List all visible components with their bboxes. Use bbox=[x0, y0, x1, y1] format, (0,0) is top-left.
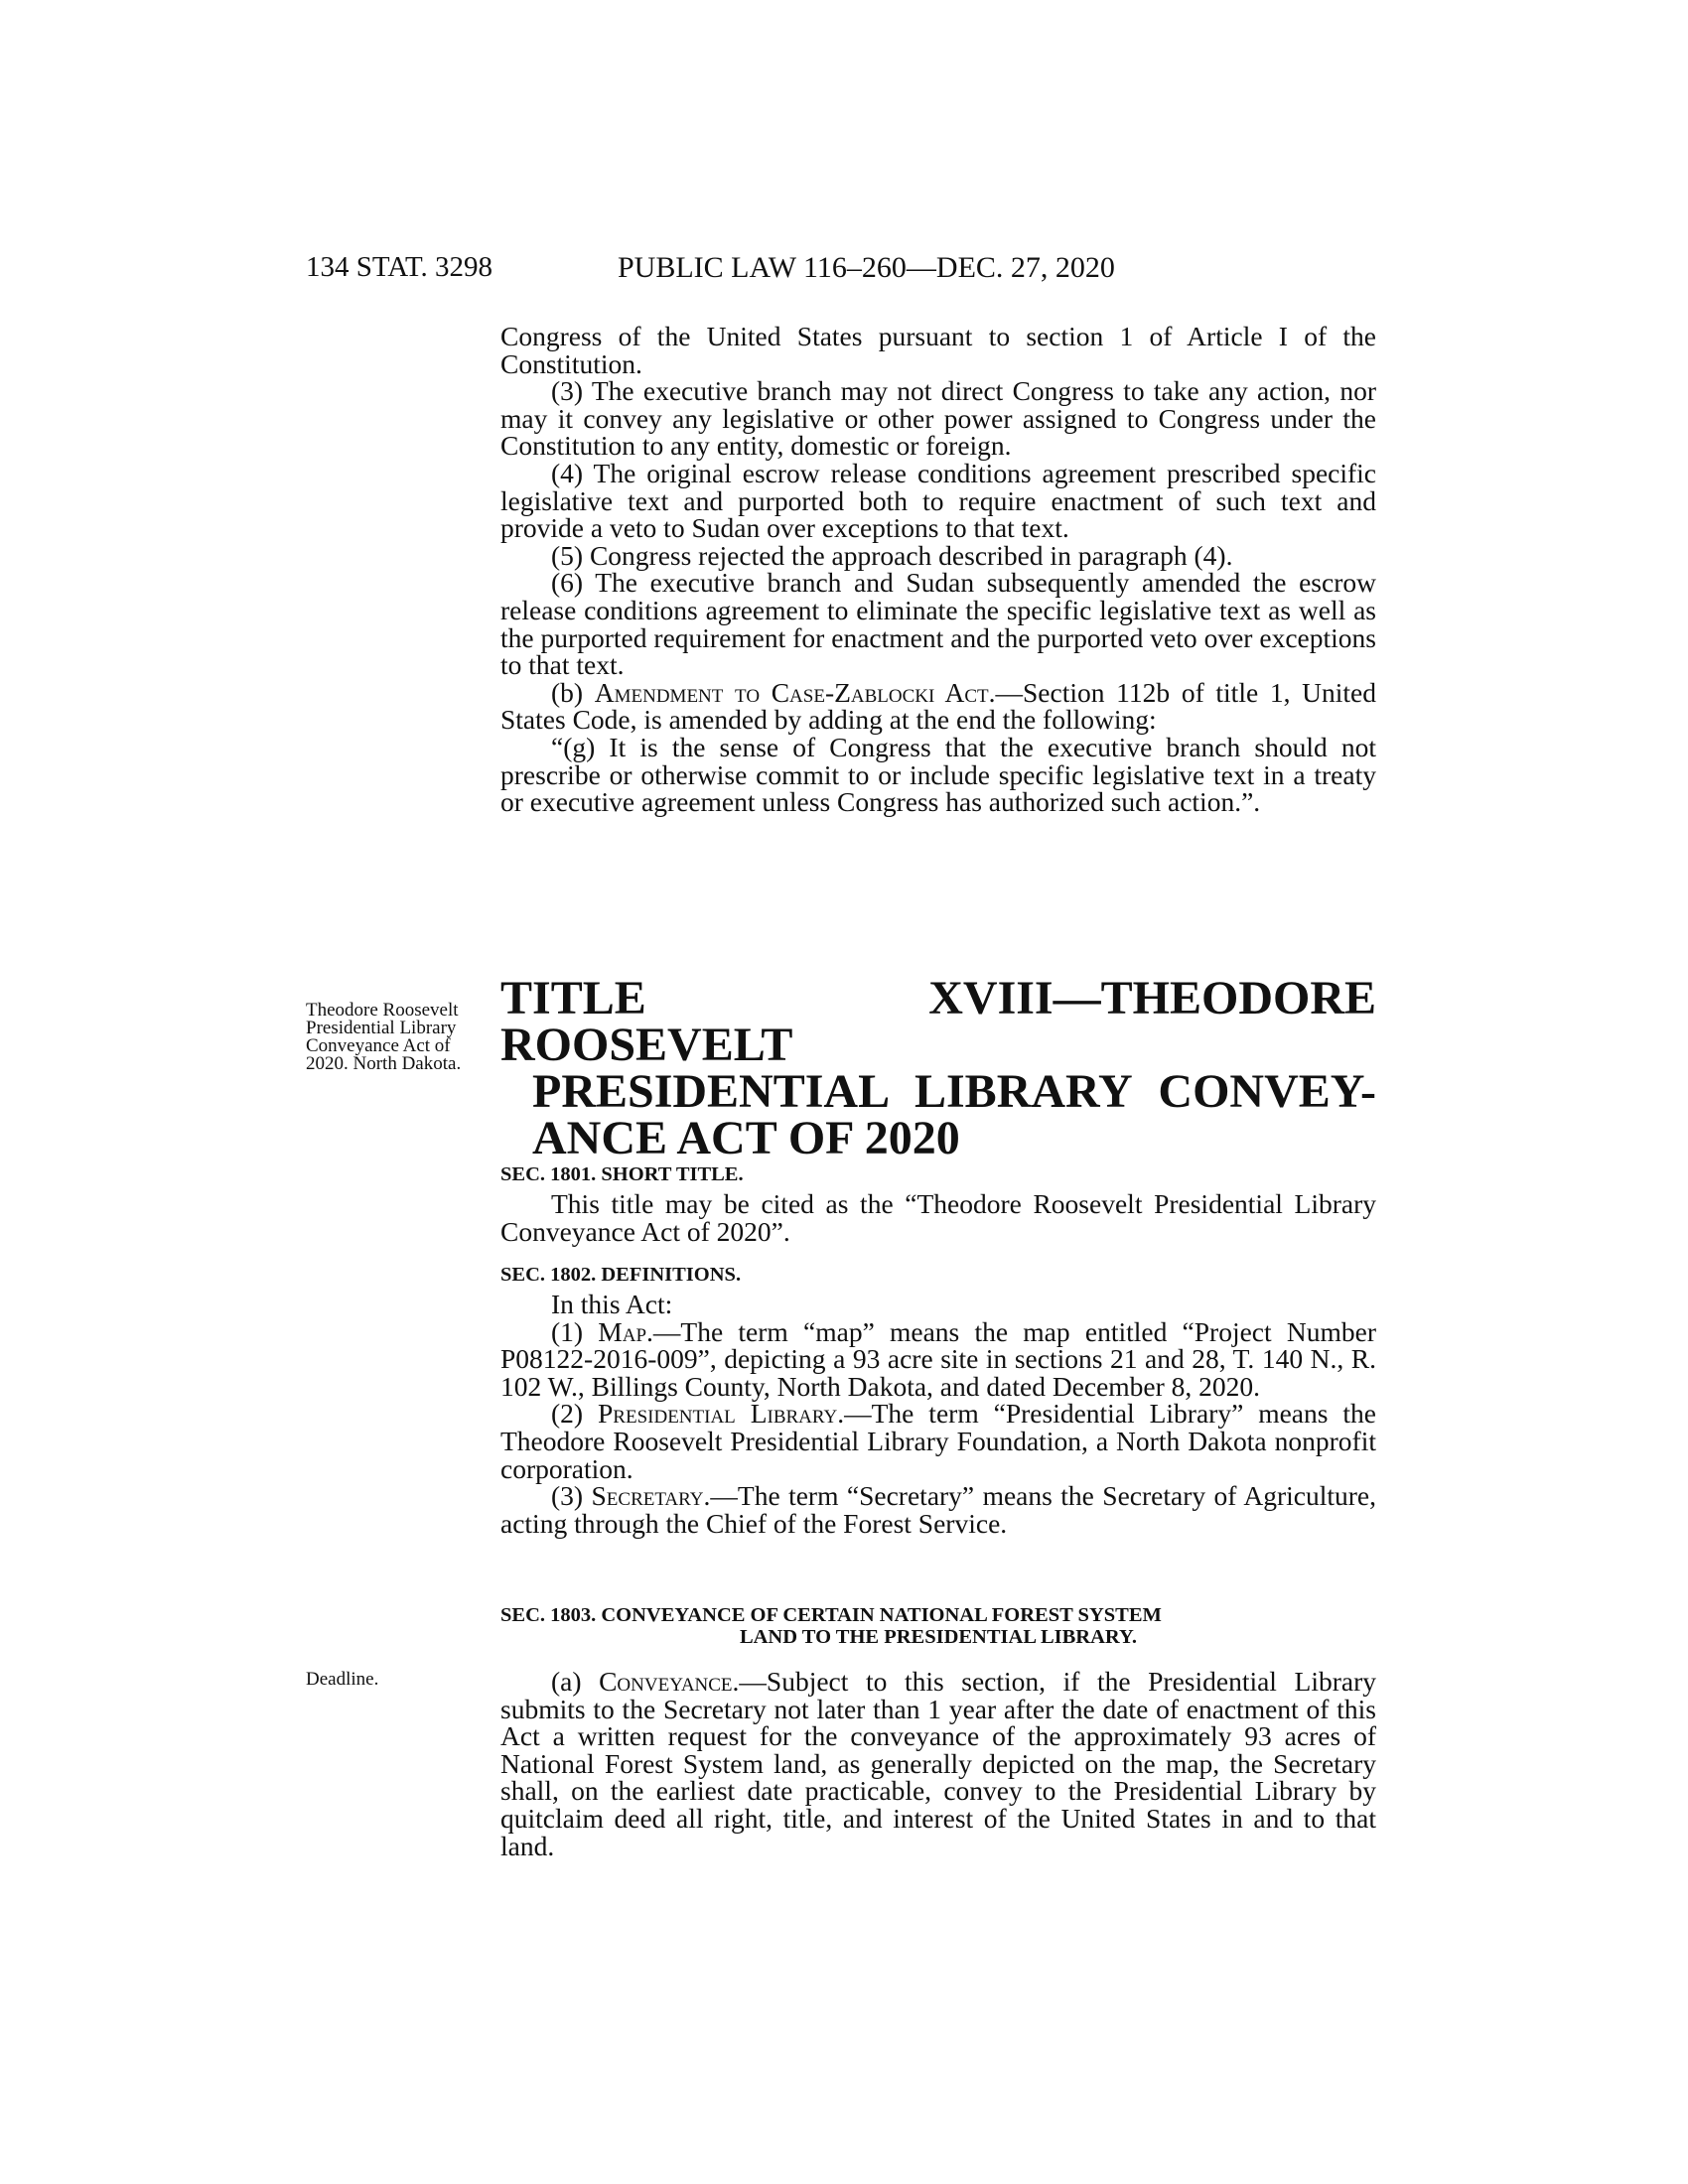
margin-note-deadline: Deadline. bbox=[306, 1669, 379, 1690]
title-heading bbox=[500, 972, 1376, 1164]
running-header: PUBLIC LAW 116–260—DEC. 27, 2020 bbox=[618, 251, 1115, 284]
subsection-g-quote: “(g) It is the sense of Congress that the executive branch should not prescribe or otherwise commit to or include specific legislative text in a treaty or executive agreement unless Congress has authorized such action.”. bbox=[500, 731, 1376, 818]
subsection-b bbox=[500, 676, 1376, 736]
title-line-3: ANCE ACT OF 2020 bbox=[532, 1112, 960, 1164]
paragraph-continued: Congress of the United States pursuant to section 1 of Article I of the Constitution. bbox=[500, 321, 1376, 379]
section-1803-body bbox=[500, 1668, 1376, 1859]
definition-map-term: Map bbox=[598, 1315, 647, 1347]
definition-secretary-term: Secretary bbox=[591, 1480, 704, 1512]
definition-presidential-library bbox=[500, 1400, 1376, 1482]
section-1803-heading-line-1: SEC. 1803. CONVEYANCE OF CERTAIN NATIONAL FOREST SYSTEM bbox=[500, 1604, 1162, 1626]
paragraph-5: (5) Congress rejected the approach described in paragraph (4). bbox=[551, 539, 1233, 571]
definition-secretary-prefix: (3) bbox=[551, 1480, 592, 1512]
subsection-a-term: Conveyance bbox=[599, 1666, 733, 1697]
paragraph-6: (6) The executive branch and Sudan subsequently amended the escrow release conditions agreement to eliminate the specific legislative text as well as the purported requirement for enactment and the purported veto over exceptions to that text. bbox=[500, 567, 1376, 681]
margin-note-act-name: Theodore Roosevelt Presidential Library Conveyance Act of 2020. North Dakota. bbox=[306, 1000, 462, 1074]
definition-library-text: .—The term “Presidential Library” means the Theodore Roosevelt Presidential Library Foundation, a North Dakota nonprofit corporation. bbox=[500, 1398, 1376, 1484]
definitions-intro: In this Act: bbox=[551, 1289, 673, 1319]
title-line-2: PRESIDENTIAL LIBRARY CONVEY- bbox=[532, 1065, 1376, 1118]
section-1801-heading: SEC. 1801. SHORT TITLE. bbox=[500, 1163, 744, 1185]
definition-secretary-text: .—The term “Secretary” means the Secretary of Agriculture, acting through the Chief of the Forest Service. bbox=[500, 1480, 1376, 1539]
section-1802-body bbox=[500, 1291, 1376, 1537]
section-1803-heading bbox=[500, 1604, 1376, 1648]
definition-library-prefix: (2) bbox=[551, 1398, 598, 1430]
sudan-provisions-block bbox=[500, 323, 1376, 816]
definition-map-text: .—The term “map” means the map entitled “Project Number P08122-2016-009”, depicting a 93 acre site in sections 21 and 28, T. 140 N., R. 102 W., Billings County, North Dakota, and dated December 8, 2020. bbox=[500, 1315, 1376, 1402]
section-1802-heading: SEC. 1802. DEFINITIONS. bbox=[500, 1264, 742, 1286]
subsection-a-text: .—Subject to this section, if the Presidential Library submits to the Secretary not later than 1 year after the date of enactment of this Act a written request for the conveyance of the approximately 93 acres of National Forest System land, as generally depicted on the map, the Secretary shall, on the earliest date practicable, convey to the Presidential Library by quitclaim deed all right, title, and interest of the United States in and to that land. bbox=[500, 1666, 1376, 1861]
subsection-b-text: .—Section 112b of title 1, United States Code, is amended by adding at the end the following: bbox=[500, 676, 1376, 736]
section-1801-body bbox=[500, 1190, 1376, 1245]
subsection-a-prefix: (a) bbox=[551, 1666, 600, 1697]
statute-page-number: 134 STAT. 3298 bbox=[306, 251, 493, 283]
paragraph-3: (3) The executive branch may not direct Congress to take any action, nor may it convey any legislative or other power assigned to Congress under the Constitution to any entity, domestic or foreign. bbox=[500, 375, 1376, 462]
section-1803-heading-line-2: LAND TO THE PRESIDENTIAL LIBRARY. bbox=[739, 1626, 1138, 1648]
definition-library-term: Presidential Library bbox=[598, 1398, 838, 1430]
definition-map bbox=[500, 1315, 1376, 1402]
title-line-1: TITLE XVIII—THEODORE ROOSEVELT bbox=[500, 972, 1376, 1071]
subsection-a-conveyance bbox=[500, 1668, 1376, 1859]
short-title-text: This title may be cited as the “Theodore Roosevelt Presidential Library Conveyance Act of 2020”. bbox=[500, 1188, 1376, 1247]
definition-secretary bbox=[500, 1482, 1376, 1537]
subsection-b-heading: Amendment to Case-Zablocki Act bbox=[594, 676, 989, 708]
paragraph-4: (4) The original escrow release conditions agreement prescribed specific legislative text and purported both to require enactment of such text and provide a veto to Sudan over exceptions to that text. bbox=[500, 457, 1376, 544]
definition-map-prefix: (1) bbox=[551, 1315, 599, 1347]
subsection-b-prefix: (b) bbox=[551, 676, 595, 708]
